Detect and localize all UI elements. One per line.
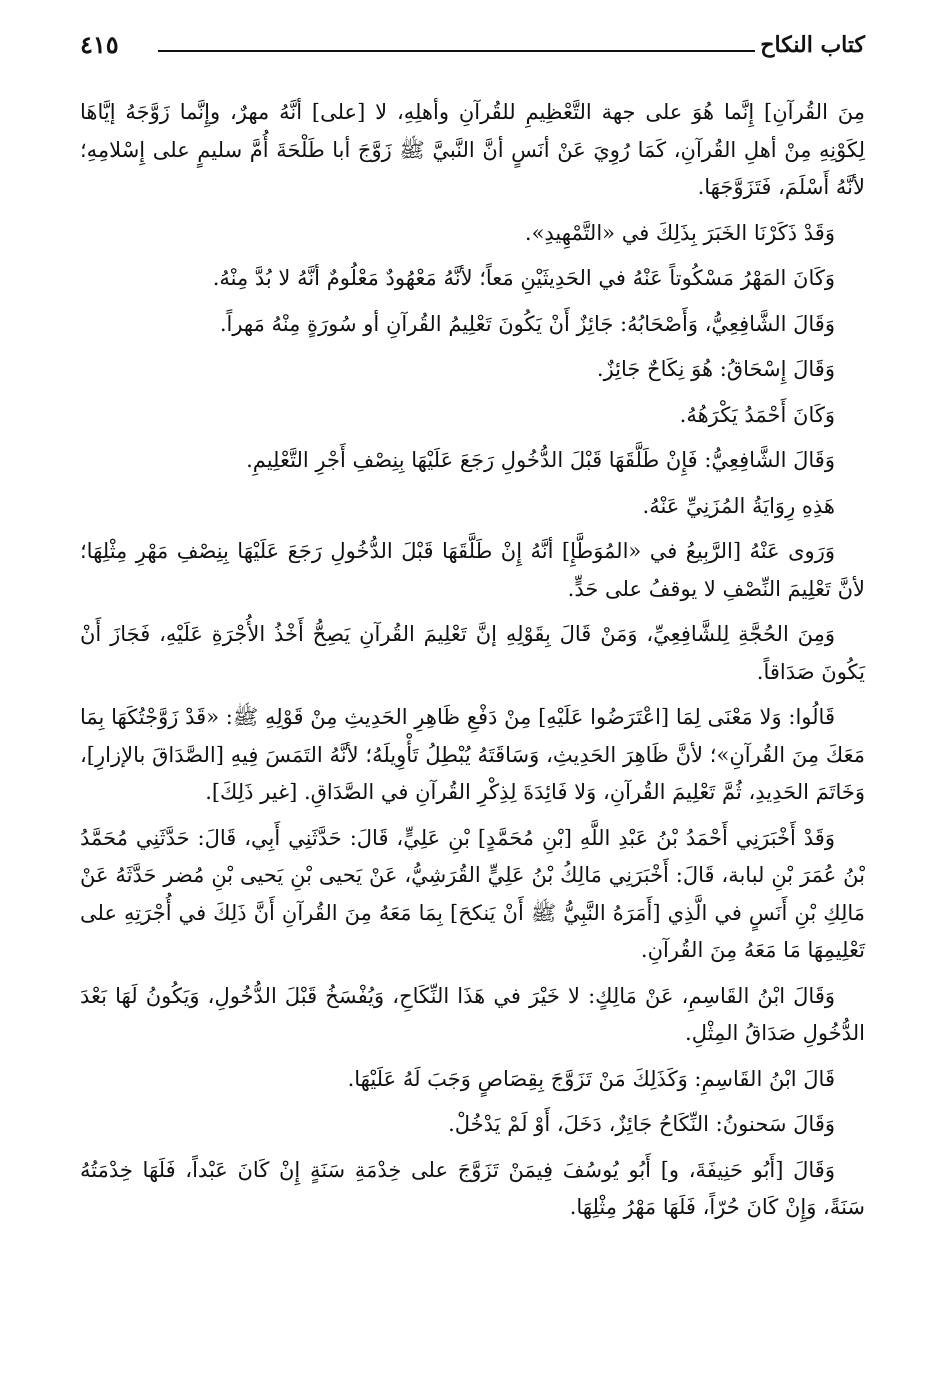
- body-text: [80, 94, 865, 1235]
- paragraph: وَكَانَ المَهْرُ مَسْكُوتاً عَنْهُ في الحَدِيثَيْنِ مَعاً؛ لأنَّهُ مَعْهُودٌ مَعْلُومٌ أنَّهُ لا بُدَّ مِنْهُ.: [212, 266, 835, 290]
- paragraph: وَقَالَ سَحنونُ: النِّكَاحُ جَائِزٌ، دَخَلَ، أَوْ لَمْ يَدْخُلْ.: [448, 1112, 835, 1136]
- paragraph: مِنَ القُرآنِ] إِنَّما هُوَ على جهة التَّعْظِيمِ للقُرآنِ وأهلِهِ، لا [على] أنَّهُ مهرٌ، وإِنَّما زَوَّجَهُ إيَّاهَا لِكَوْنِهِ مِنْ أهلِ القُرآنِ، كَمَا رُوِيَ عَنْ أنَسٍ أنَّ النَّبيَّ ﷺ زَوَّجَ أبا طَلْحَةَ أُمَّ سليمٍ على إِسْلامِهِ؛ لأنَّهُ أَسْلَمَ، فَتَزَوَّجَهَا.: [80, 100, 865, 199]
- chapter-title: كتاب النكاح: [760, 32, 865, 58]
- paragraph: قَالُوا: وَلا مَعْنَى لِمَا [اعْتَرَضُوا عَلَيْهِ] مِنْ دَفْعِ ظَاهِرِ الحَدِيثِ مِنْ قَوْلِهِ ﷺ: «قَدْ زَوَّجْتُكَهَا بِمَا مَعَكَ مِنَ القُرآنِ»؛ لأنَّ ظَاهِرَ الحَدِيثِ، وَسَاقَتَهُ يُبْطِلُ تَأْوِيلَهُ؛ لأنَّهُ التَمَسَ فِيهِ [الصَّدَاقَ بالإزارِ]، وَخَاتَمَ الحَدِيدِ، ثُمَّ تَعْلِيمَ القُرآنِ، وَلا فَائِدَةَ لِذِكْرِ القُرآنِ في الصَّدَاقِ. [غير ذَلِكَ].: [80, 705, 865, 804]
- paragraph: وَقَالَ الشَّافِعِيُّ: فَإِنْ طَلَّقَهَا قَبْلَ الدُّخُولِ رَجَعَ عَلَيْهَا بِنِصْفِ أَجْرِ التَّعْلِيمِ.: [246, 448, 835, 472]
- header-rule: [158, 50, 755, 52]
- running-header: [80, 28, 865, 68]
- paragraph: قَالَ ابْنُ القَاسِمِ: وَكَذَلِكَ مَنْ تَزَوَّجَ بِقِصَاصٍ وَجَبَ لَهُ عَلَيْهَا.: [347, 1066, 835, 1091]
- paragraph: وَمِنَ الحُجَّةِ لِلشَّافِعِيِّ، وَمَنْ قَالَ بِقَوْلِهِ إنَّ تَعْلِيمَ القُرآنِ يَصِحُّ أَخْذُ الأُجْرَةِ عَلَيْهِ، فَجَازَ أَنْ يَكُونَ صَدَاقاً.: [80, 622, 865, 684]
- paragraph: وَقَالَ إِسْحَاقُ: هُوَ نِكَاحٌ جَائِزٌ.: [596, 357, 835, 381]
- page-number: ٤١٥: [80, 30, 119, 59]
- paragraph: وَرَوى عَنْهُ [الرَّبِيعُ في «المُوَطَّإِ] أنَّهُ إِنْ طَلَّقَهَا قَبْلَ الدُّخُولِ رَجَعَ عَلَيْهَا بِنِصْفِ مَهْرِ مِثْلِهَا؛ لأنَّ تَعْلِيمَ النِّصْفِ لا يوقفُ على حَدٍّ.: [80, 539, 865, 601]
- paragraph: وَقَالَ الشَّافِعِيُّ، وَأَصْحَابُهُ: جَائِزٌ أَنْ يَكُونَ تَعْلِيمُ القُرآنِ أو سُورَةٍ مِنْهُ مَهراً.: [219, 311, 835, 336]
- paragraph: وَقَدْ أَخْبَرَنِي أَحْمَدُ بْنُ عَبْدِ اللَّهِ [بْنِ مُحَمَّدٍ] بْنِ عَلِيٍّ، قَالَ: حَدَّثَنِي أَبِي، قَالَ: حَدَّثَنِي مُحَمَّدُ بْنُ عُمَرَ بْنِ لبابة، قَالَ: أَخْبَرَنِي مَالِكُ بْنُ عَلِيٍّ القُرَشِيُّ، عَنْ يَحيى بْنِ يَحيى بْنِ مُضر حَدَّثَهُ عَنْ مَالِكِ بْنِ أَنَسٍ في الَّذِي [أَمَرَهُ النَّبِيُّ ﷺ أَنْ يَنكحَ] بِمَا مَعَهُ مِنَ القُرآنِ أَنَّ ذَلِكَ في أُجْرَتِهِ على تَعْلِيمِهَا مَا مَعَهُ مِنَ القُرآنِ.: [80, 825, 865, 962]
- paragraph: وَقَالَ ابْنُ القَاسِمِ، عَنْ مَالِكٍ: لا خَيْرَ في هَذَا النِّكَاحِ، وَيُفْسَخُ قَبْلَ الدُّخُولِ، وَيَكُونُ لَهَا بَعْدَ الدُّخُولِ صَدَاقُ المِثْلِ.: [80, 983, 865, 1045]
- paragraph: وَكَانَ أَحْمَدُ يَكْرَهُهُ.: [679, 402, 835, 427]
- paragraph: هَذِهِ رِوَايَةُ المُزَنِيِّ عَنْهُ.: [642, 493, 835, 518]
- paragraph: وَقَدْ ذَكَرْنَا الخَبَرَ بِذَلِكَ في «التَّمْهِيدِ».: [524, 220, 835, 245]
- paragraph: وَقَالَ [أَبُو حَنِيفَةَ، و] أَبُو يُوسُفَ فِيمَنْ تَزَوَّجَ على خِدْمَةِ سَنَةٍ إِنْ كَانَ عَبْداً، فَلَهَا خِدْمَتُهُ سَنَةً، وَإِنْ كَانَ حُرّاً، فَلَهَا مَهْرُ مِثْلِهَا.: [80, 1157, 865, 1219]
